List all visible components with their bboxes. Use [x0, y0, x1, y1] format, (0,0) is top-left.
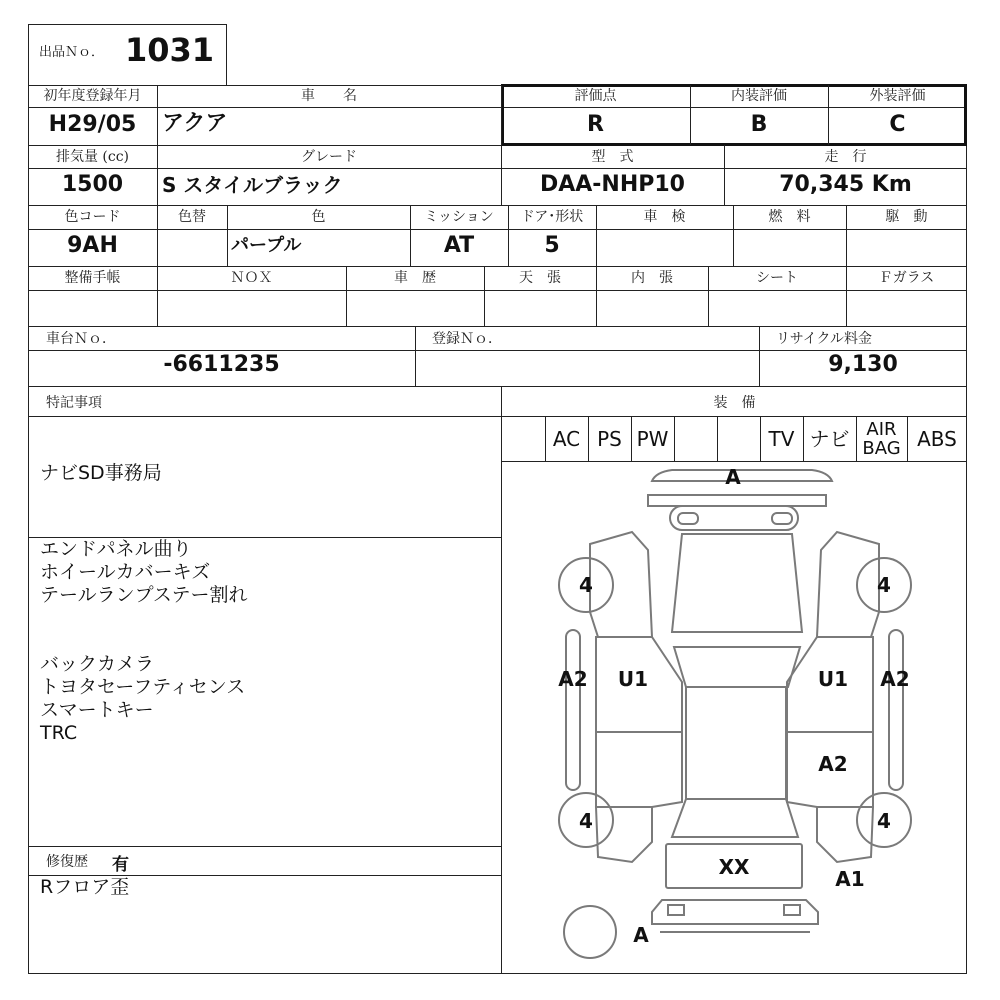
vehicle-history-label: 車 歴	[394, 270, 436, 286]
mark-tire-rear-right: 4	[877, 809, 891, 833]
car-damage-diagram	[502, 462, 967, 974]
front-emblem-shape	[678, 513, 698, 524]
repair-history-label: 修復歴	[46, 854, 88, 870]
interior-lining-label: 内 張	[631, 270, 673, 286]
color-value: パープル	[231, 235, 302, 256]
door-shape-value: 5	[544, 233, 560, 258]
roof-lining-label: 天 張	[519, 270, 561, 286]
left-rear-door-shape	[596, 732, 682, 807]
mark-tire-front-left: 4	[579, 573, 593, 597]
nox-label: ＮＯＸ	[230, 270, 273, 286]
service-book-label: 整備手帳	[64, 270, 121, 286]
grade-value: S スタイルブラック	[162, 173, 343, 197]
front-glass-label: Ｆガラス	[878, 270, 935, 286]
mark-left-sill: A2	[558, 667, 588, 691]
equipment-cell-blank-2	[674, 418, 717, 460]
equipment-airbag: AIR BAG	[862, 419, 901, 459]
color-code-value: 9AH	[67, 233, 118, 258]
mileage-value: 70,345 Km	[779, 172, 912, 197]
mark-tire-front-right: 4	[877, 573, 891, 597]
drive-label: 駆 動	[885, 209, 928, 225]
equipment-label: 装 備	[713, 395, 756, 411]
car-name-value: アクア	[162, 111, 228, 136]
equipment-abs: ABS	[917, 427, 957, 451]
left-sill-shape	[566, 630, 580, 790]
registration-number-label: 登録Ｎｏ．	[432, 331, 502, 347]
lot-number-label: 出品Ｎｏ．	[39, 45, 105, 60]
mileage-label: 走 行	[824, 149, 867, 165]
notes-block-1: ナビSD事務局	[40, 462, 162, 484]
score-label: 評価点	[574, 88, 617, 104]
displacement-value: 1500	[61, 172, 124, 197]
spare-tire-shape	[564, 906, 616, 958]
rear-light-shape	[668, 905, 684, 915]
repair-detail: Rフロア歪	[40, 876, 130, 898]
windshield-shape	[674, 647, 800, 687]
reg-year-value: H29/05	[48, 112, 137, 137]
right-sill-shape	[889, 630, 903, 790]
front-grille-shape	[670, 506, 798, 530]
model-code-label: 型 式	[591, 149, 634, 165]
color-label: 色	[311, 209, 326, 225]
equipment-ac: AC	[552, 427, 581, 451]
color-code-label: 色コード	[64, 209, 121, 225]
mark-tire-rear-left: 4	[579, 809, 593, 833]
equipment-navi: ナビ	[809, 427, 850, 451]
reg-year-label: 初年度登録年月	[43, 88, 142, 104]
mark-trunk: XX	[718, 855, 750, 879]
car-name-label: 車 名	[301, 88, 357, 104]
chassis-number-value: -6611235	[163, 352, 280, 377]
mission-label: ミッション	[424, 209, 494, 225]
seat-label: シート	[756, 270, 798, 286]
equipment-cell-blank-3	[717, 418, 760, 460]
displacement-label: 排気量 (cc)	[55, 149, 130, 165]
notes-label: 特記事項	[46, 395, 102, 411]
chassis-number-label: 車台Ｎｏ．	[46, 331, 116, 347]
mission-value: AT	[443, 233, 475, 258]
model-code-value: DAA-NHP10	[539, 172, 685, 197]
equipment-pw: PW	[636, 427, 669, 451]
equipment-cell-blank-1	[502, 418, 545, 460]
interior-grade-value: B	[750, 112, 768, 137]
front-emblem-shape-2	[772, 513, 792, 524]
mark-front-bumper: A	[725, 465, 741, 489]
front-bumper-lower	[648, 495, 826, 506]
notes-block-2: エンドパネル曲り ホイールカバーキズ テールランプステー割れ バックカメラ トヨタセーフティセンス スマートキー TRC	[40, 538, 248, 744]
repaint-label: 色替	[178, 209, 206, 225]
mark-left-front-door: U1	[617, 667, 649, 691]
mark-rear-quarter: A1	[835, 867, 865, 891]
interior-grade-label: 内装評価	[731, 88, 787, 104]
mark-right-sill: A2	[880, 667, 910, 691]
exterior-grade-value: C	[889, 112, 906, 137]
recycle-fee-value: 9,130	[828, 352, 898, 377]
equipment-tv: TV	[768, 427, 795, 451]
repair-history-value: 有	[112, 855, 129, 875]
roof-shape	[686, 687, 786, 799]
rear-light-shape-2	[784, 905, 800, 915]
fuel-label: 燃 料	[768, 209, 811, 225]
lot-number-value: 1031	[125, 31, 215, 69]
exterior-grade-label: 外装評価	[869, 88, 926, 104]
rear-window-shape	[672, 799, 798, 837]
door-shape-label: ドア･形状	[520, 209, 584, 225]
mark-right-rear-door: A2	[818, 752, 848, 776]
score-value: R	[587, 112, 604, 137]
recycle-fee-label: リサイクル料金	[776, 331, 873, 347]
lot-number-box	[28, 24, 227, 85]
mark-right-front-door: U1	[817, 667, 849, 691]
equipment-ps: PS	[597, 427, 622, 451]
inspection-label: 車 検	[643, 209, 686, 225]
mark-rear-bumper: A	[633, 923, 649, 947]
hood-shape	[672, 534, 802, 632]
rear-bumper-shape	[652, 900, 818, 924]
grade-label: グレード	[301, 149, 357, 165]
